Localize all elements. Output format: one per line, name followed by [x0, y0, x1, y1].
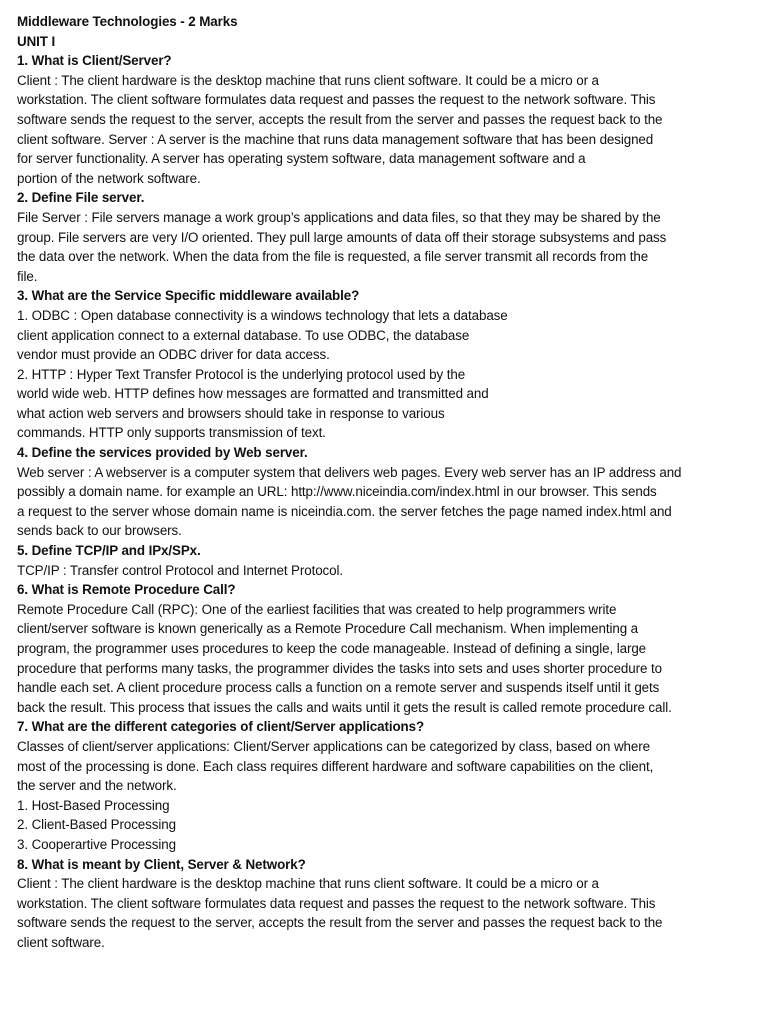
- text-line: 2. Client-Based Processing: [17, 817, 176, 833]
- text-line: commands. HTTP only supports transmission of text.: [17, 425, 326, 441]
- text-line: 1. Host-Based Processing: [17, 797, 170, 813]
- document-body: [17, 12, 757, 953]
- text-line: back the result. This process that issues the calls and waits until it gets the result is called remote procedure call.: [17, 699, 672, 715]
- heading-line: 8. What is meant by Client, Server & Network?: [17, 856, 306, 872]
- text-line: Client : The client hardware is the desktop machine that runs client software. It could be a micro or a: [17, 72, 599, 88]
- text-line: sends back to our browsers.: [17, 523, 182, 539]
- heading-line: 7. What are the different categories of client/Server applications?: [17, 719, 425, 735]
- heading-line: 4. Define the services provided by Web server.: [17, 445, 308, 461]
- text-line: group. File servers are very I/O oriented. They pull large amounts of data off their storage subsystems and pass: [17, 229, 667, 245]
- heading-line: UNIT I: [17, 33, 56, 49]
- text-line: client software.: [17, 934, 105, 950]
- heading-line: 2. Define File server.: [17, 190, 145, 206]
- text-line: procedure that performs many tasks, the programmer divides the tasks into sets and uses shorter procedure to: [17, 660, 662, 676]
- text-line: software sends the request to the server, accepts the result from the server and passes the request back to the: [17, 111, 663, 127]
- text-line: vendor must provide an ODBC driver for data access.: [17, 347, 330, 363]
- text-line: client application connect to a external database. To use ODBC, the database: [17, 327, 470, 343]
- text-line: Client : The client hardware is the desktop machine that runs client software. It could be a micro or a: [17, 876, 599, 892]
- text-line: a request to the server whose domain name is niceindia.com. the server fetches the page named index.html and: [17, 503, 672, 519]
- text-line: what action web servers and browsers should take in response to various: [17, 405, 445, 421]
- text-line: Web server : A webserver is a computer system that delivers web pages. Every web server has an IP address and: [17, 464, 682, 480]
- text-line: client/server software is known generically as a Remote Procedure Call mechanism. When implementing a: [17, 621, 639, 637]
- text-line: for server functionality. A server has operating system software, data management software and a: [17, 151, 586, 167]
- text-line: 1. ODBC : Open database connectivity is a windows technology that lets a database: [17, 307, 508, 323]
- text-line: workstation. The client software formulates data request and passes the request to the network software. This: [17, 895, 656, 911]
- text-line: program, the programmer uses procedures to keep the code manageable. Instead of defining a single, large: [17, 641, 647, 656]
- text-line: File Server : File servers manage a work group’s applications and data files, so that they may be shared by the: [17, 209, 661, 225]
- text-line: 2. HTTP : Hyper Text Transfer Protocol is the underlying protocol used by the: [17, 366, 466, 382]
- text-line: the data over the network. When the data from the file is requested, a file server transmit all records from the: [17, 249, 649, 265]
- heading-line: 5. Define TCP/IP and IPx/SPx.: [17, 543, 201, 559]
- heading-line: 3. What are the Service Specific middleware available?: [17, 288, 360, 304]
- text-line: possibly a domain name. for example an URL: http://www.niceindia.com/index.html in our browser. This sends: [17, 484, 657, 500]
- text-line: world wide web. HTTP defines how messages are formatted and transmitted and: [17, 386, 489, 402]
- text-line: workstation. The client software formulates data request and passes the request to the network software. This: [17, 92, 656, 108]
- text-line: file.: [17, 268, 38, 284]
- text-line: software sends the request to the server, accepts the result from the server and passes the request back to the: [17, 915, 663, 931]
- text-line: Classes of client/server applications: Client/Server applications can be categorized by class, based on where: [17, 738, 650, 754]
- heading-line: Middleware Technologies - 2 Marks: [17, 14, 238, 29]
- text-line: most of the processing is done. Each class requires different hardware and software capabilities on the client,: [17, 758, 654, 774]
- text-line: client software. Server : A server is the machine that runs data management software that has been designed: [17, 131, 654, 147]
- text-line: the server and the network.: [17, 778, 177, 794]
- heading-line: 6. What is Remote Procedure Call?: [17, 582, 236, 598]
- heading-line: 1. What is Client/Server?: [17, 53, 172, 69]
- text-line: portion of the network software.: [17, 170, 201, 186]
- text-line: Remote Procedure Call (RPC): One of the earliest facilities that was created to help programmers write: [17, 601, 617, 617]
- text-line: TCP/IP : Transfer control Protocol and Internet Protocol.: [17, 562, 343, 578]
- text-line: 3. Cooperartive Processing: [17, 836, 176, 852]
- text-line: handle each set. A client procedure process calls a function on a remote server and suspends itself until it gets: [17, 680, 660, 696]
